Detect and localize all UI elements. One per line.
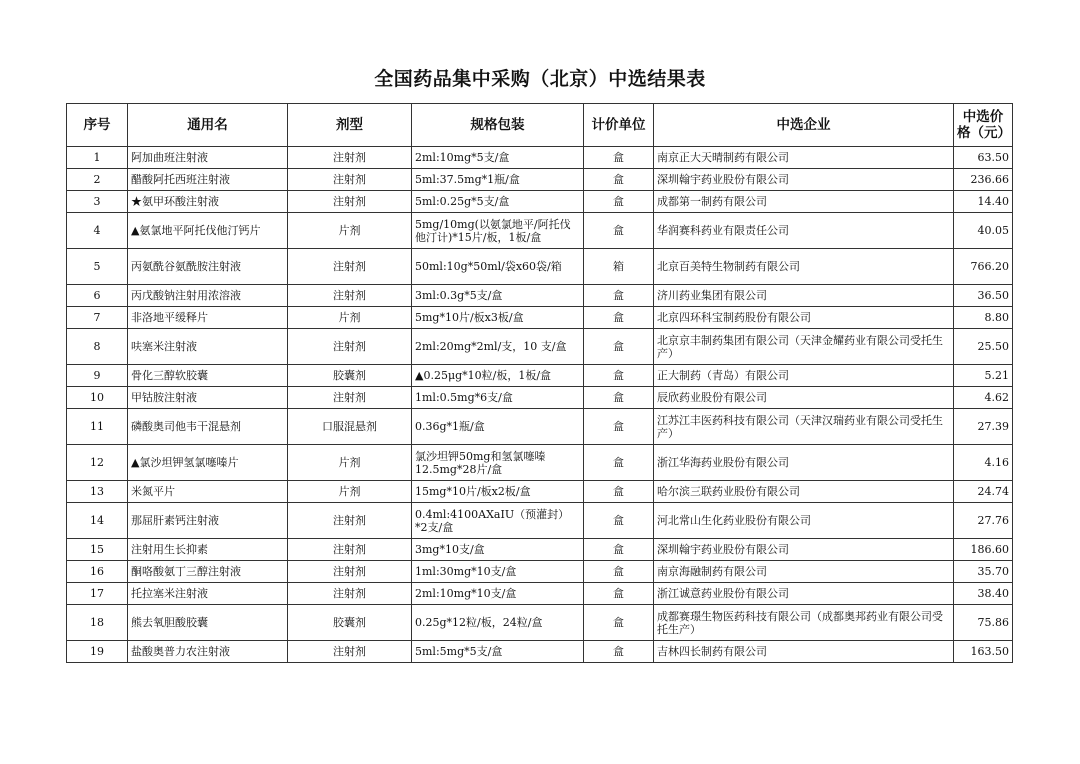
cell-price: 766.20 (954, 249, 1013, 285)
cell-spec: 15mg*10片/板x2板/盒 (412, 481, 584, 503)
table-row (67, 147, 1013, 169)
cell-unit: 盒 (584, 147, 654, 169)
cell-form: 注射剂 (288, 561, 412, 583)
cell-price: 8.80 (954, 307, 1013, 329)
cell-seq: 2 (67, 169, 128, 191)
table-row (67, 605, 1013, 641)
cell-price: 24.74 (954, 481, 1013, 503)
cell-unit: 盒 (584, 561, 654, 583)
cell-spec: 2ml:10mg*5支/盒 (412, 147, 584, 169)
table-row (67, 481, 1013, 503)
cell-unit: 箱 (584, 249, 654, 285)
cell-form: 片剂 (288, 307, 412, 329)
header-company: 中选企业 (654, 104, 954, 147)
cell-price: 4.62 (954, 387, 1013, 409)
cell-seq: 15 (67, 539, 128, 561)
table-row (67, 169, 1013, 191)
cell-form: 注射剂 (288, 285, 412, 307)
cell-price: 5.21 (954, 365, 1013, 387)
cell-price: 40.05 (954, 213, 1013, 249)
cell-seq: 1 (67, 147, 128, 169)
cell-company: 北京京丰制药集团有限公司（天津金耀药业有限公司受托生产） (654, 329, 954, 365)
header-seq: 序号 (67, 104, 128, 147)
cell-unit: 盒 (584, 307, 654, 329)
cell-company: 哈尔滨三联药业股份有限公司 (654, 481, 954, 503)
cell-spec: 5mg*10片/板x3板/盒 (412, 307, 584, 329)
cell-company: 江苏江丰医药科技有限公司（天津汉瑞药业有限公司受托生产） (654, 409, 954, 445)
cell-price: 25.50 (954, 329, 1013, 365)
header-spec: 规格包装 (412, 104, 584, 147)
table-row (67, 249, 1013, 285)
cell-form: 注射剂 (288, 387, 412, 409)
results-table (66, 103, 1013, 663)
cell-price: 36.50 (954, 285, 1013, 307)
cell-form: 口服混悬剂 (288, 409, 412, 445)
cell-company: 成都赛璟生物医药科技有限公司（成都奥邦药业有限公司受托生产） (654, 605, 954, 641)
cell-unit: 盒 (584, 445, 654, 481)
cell-seq: 17 (67, 583, 128, 605)
cell-seq: 19 (67, 641, 128, 663)
cell-spec: 5ml:5mg*5支/盒 (412, 641, 584, 663)
cell-name: 醋酸阿托西班注射液 (128, 169, 288, 191)
cell-unit: 盒 (584, 605, 654, 641)
cell-seq: 18 (67, 605, 128, 641)
cell-spec: 3ml:0.3g*5支/盒 (412, 285, 584, 307)
cell-form: 注射剂 (288, 169, 412, 191)
cell-unit: 盒 (584, 387, 654, 409)
cell-form: 注射剂 (288, 641, 412, 663)
cell-price: 163.50 (954, 641, 1013, 663)
cell-spec: 1ml:30mg*10支/盒 (412, 561, 584, 583)
cell-name: 盐酸奥普力农注射液 (128, 641, 288, 663)
cell-name: 那屈肝素钙注射液 (128, 503, 288, 539)
cell-company: 深圳翰宇药业股份有限公司 (654, 539, 954, 561)
cell-name: 米氮平片 (128, 481, 288, 503)
cell-seq: 6 (67, 285, 128, 307)
cell-unit: 盒 (584, 481, 654, 503)
header-row (67, 104, 1013, 147)
table-row (67, 409, 1013, 445)
table-row (67, 307, 1013, 329)
cell-company: 吉林四长制药有限公司 (654, 641, 954, 663)
cell-name: 阿加曲班注射液 (128, 147, 288, 169)
cell-seq: 7 (67, 307, 128, 329)
cell-name: 托拉塞米注射液 (128, 583, 288, 605)
cell-unit: 盒 (584, 285, 654, 307)
table-row (67, 365, 1013, 387)
cell-name: ▲氨氯地平阿托伐他汀钙片 (128, 213, 288, 249)
cell-spec: 0.4ml:4100AXaIU（预灌封）*2支/盒 (412, 503, 584, 539)
cell-form: 片剂 (288, 213, 412, 249)
cell-form: 胶囊剂 (288, 605, 412, 641)
cell-seq: 11 (67, 409, 128, 445)
cell-name: 骨化三醇软胶囊 (128, 365, 288, 387)
cell-spec: 50ml:10g*50ml/袋x60袋/箱 (412, 249, 584, 285)
cell-company: 南京正大天晴制药有限公司 (654, 147, 954, 169)
cell-spec: 3mg*10支/盒 (412, 539, 584, 561)
cell-spec: 5ml:0.25g*5支/盒 (412, 191, 584, 213)
cell-spec: 1ml:0.5mg*6支/盒 (412, 387, 584, 409)
cell-form: 注射剂 (288, 539, 412, 561)
cell-form: 胶囊剂 (288, 365, 412, 387)
cell-spec: 0.36g*1瓶/盒 (412, 409, 584, 445)
cell-unit: 盒 (584, 191, 654, 213)
cell-unit: 盒 (584, 641, 654, 663)
cell-spec: 0.25g*12粒/板，24粒/盒 (412, 605, 584, 641)
cell-company: 南京海融制药有限公司 (654, 561, 954, 583)
header-form: 剂型 (288, 104, 412, 147)
cell-form: 注射剂 (288, 583, 412, 605)
cell-name: ▲氯沙坦钾氢氯噻嗪片 (128, 445, 288, 481)
cell-name: 熊去氧胆酸胶囊 (128, 605, 288, 641)
table-row (67, 503, 1013, 539)
header-name: 通用名 (128, 104, 288, 147)
cell-unit: 盒 (584, 539, 654, 561)
cell-name: ★氨甲环酸注射液 (128, 191, 288, 213)
cell-price: 35.70 (954, 561, 1013, 583)
cell-price: 38.40 (954, 583, 1013, 605)
cell-spec: 5mg/10mg(以氨氯地平/阿托伐他汀计)*15片/板，1板/盒 (412, 213, 584, 249)
page-title: 全国药品集中采购（北京）中选结果表 (374, 68, 706, 90)
cell-company: 北京百美特生物制药有限公司 (654, 249, 954, 285)
cell-unit: 盒 (584, 329, 654, 365)
table-row (67, 329, 1013, 365)
cell-price: 4.16 (954, 445, 1013, 481)
cell-spec: 氯沙坦钾50mg和氢氯噻嗪12.5mg*28片/盒 (412, 445, 584, 481)
header-unit: 计价单位 (584, 104, 654, 147)
cell-name: 甲钴胺注射液 (128, 387, 288, 409)
table-row (67, 213, 1013, 249)
cell-form: 注射剂 (288, 249, 412, 285)
cell-company: 北京四环科宝制药股份有限公司 (654, 307, 954, 329)
cell-company: 河北常山生化药业股份有限公司 (654, 503, 954, 539)
cell-name: 注射用生长抑素 (128, 539, 288, 561)
table-row (67, 561, 1013, 583)
cell-form: 注射剂 (288, 329, 412, 365)
table-row (67, 641, 1013, 663)
cell-company: 辰欣药业股份有限公司 (654, 387, 954, 409)
cell-seq: 4 (67, 213, 128, 249)
cell-seq: 8 (67, 329, 128, 365)
cell-form: 片剂 (288, 445, 412, 481)
cell-seq: 14 (67, 503, 128, 539)
cell-spec: 5ml:37.5mg*1瓶/盒 (412, 169, 584, 191)
cell-form: 注射剂 (288, 147, 412, 169)
cell-unit: 盒 (584, 583, 654, 605)
cell-company: 华润赛科药业有限责任公司 (654, 213, 954, 249)
cell-name: 丙戊酸钠注射用浓溶液 (128, 285, 288, 307)
table-row (67, 445, 1013, 481)
cell-form: 片剂 (288, 481, 412, 503)
table-body (67, 147, 1013, 663)
table-row (67, 539, 1013, 561)
cell-unit: 盒 (584, 365, 654, 387)
cell-unit: 盒 (584, 409, 654, 445)
cell-name: 呋塞米注射液 (128, 329, 288, 365)
cell-seq: 13 (67, 481, 128, 503)
cell-company: 正大制药（青岛）有限公司 (654, 365, 954, 387)
cell-unit: 盒 (584, 169, 654, 191)
cell-price: 14.40 (954, 191, 1013, 213)
cell-unit: 盒 (584, 213, 654, 249)
cell-seq: 5 (67, 249, 128, 285)
table-row (67, 583, 1013, 605)
cell-form: 注射剂 (288, 191, 412, 213)
table-row (67, 285, 1013, 307)
header-price: 中选价格（元） (954, 104, 1013, 147)
cell-unit: 盒 (584, 503, 654, 539)
cell-price: 63.50 (954, 147, 1013, 169)
cell-seq: 9 (67, 365, 128, 387)
table-row (67, 191, 1013, 213)
cell-price: 236.66 (954, 169, 1013, 191)
cell-price: 27.76 (954, 503, 1013, 539)
cell-seq: 3 (67, 191, 128, 213)
cell-company: 济川药业集团有限公司 (654, 285, 954, 307)
cell-spec: 2ml:10mg*10支/盒 (412, 583, 584, 605)
cell-company: 浙江华海药业股份有限公司 (654, 445, 954, 481)
cell-company: 深圳翰宇药业股份有限公司 (654, 169, 954, 191)
cell-form: 注射剂 (288, 503, 412, 539)
cell-name: 磷酸奥司他韦干混悬剂 (128, 409, 288, 445)
cell-seq: 12 (67, 445, 128, 481)
cell-company: 成都第一制药有限公司 (654, 191, 954, 213)
cell-price: 27.39 (954, 409, 1013, 445)
cell-price: 75.86 (954, 605, 1013, 641)
cell-name: 非洛地平缓释片 (128, 307, 288, 329)
cell-spec: ▲0.25μg*10粒/板，1板/盒 (412, 365, 584, 387)
cell-spec: 2ml:20mg*2ml/支，10 支/盒 (412, 329, 584, 365)
table-row (67, 387, 1013, 409)
cell-seq: 10 (67, 387, 128, 409)
cell-name: 丙氨酰谷氨酰胺注射液 (128, 249, 288, 285)
cell-seq: 16 (67, 561, 128, 583)
cell-company: 浙江诚意药业股份有限公司 (654, 583, 954, 605)
cell-price: 186.60 (954, 539, 1013, 561)
cell-name: 酮咯酸氨丁三醇注射液 (128, 561, 288, 583)
